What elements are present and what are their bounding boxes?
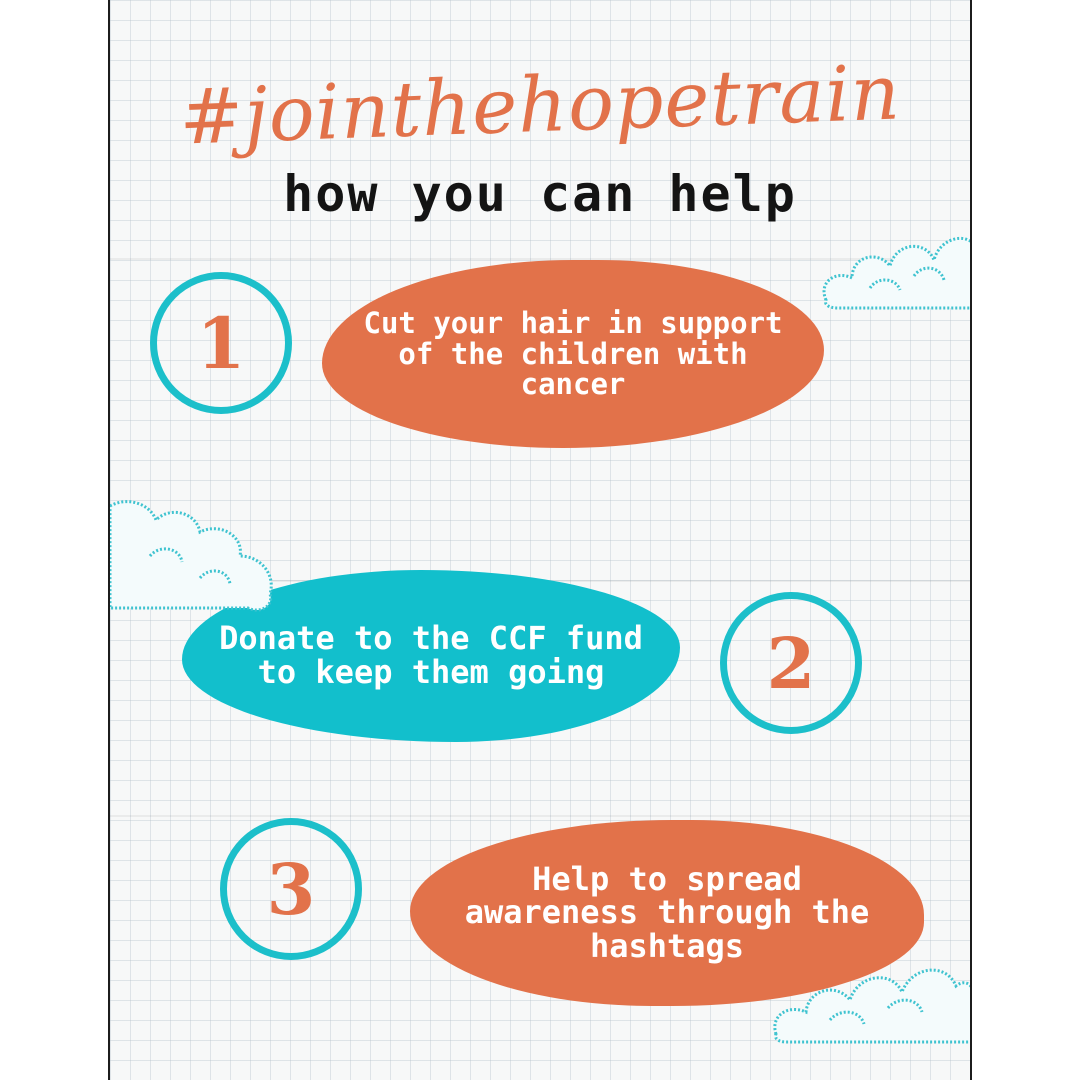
step-2-number: 2 [766,621,816,705]
step-1-bubble [322,260,824,448]
cloud-icon [770,916,972,1048]
cloud-icon [110,494,282,616]
step-2-circle [720,592,862,734]
step-3-circle [220,818,362,960]
poster [108,0,972,1080]
step-3-text: Help to spread awareness through the hashtags [464,859,870,965]
step-2-text: Donate to the CCF fund to keep them going [219,619,643,691]
step-1-text: Cut your hair in support of the children with cancer [363,306,783,402]
subtitle: how you can help [283,165,797,223]
step-3-number: 3 [266,847,316,931]
hashtag-title: #jointhehopetrain [177,47,903,162]
paper-fold [110,815,970,817]
cloud-icon [818,196,972,320]
step-1-circle [150,272,292,414]
step-1-number: 1 [196,301,246,385]
